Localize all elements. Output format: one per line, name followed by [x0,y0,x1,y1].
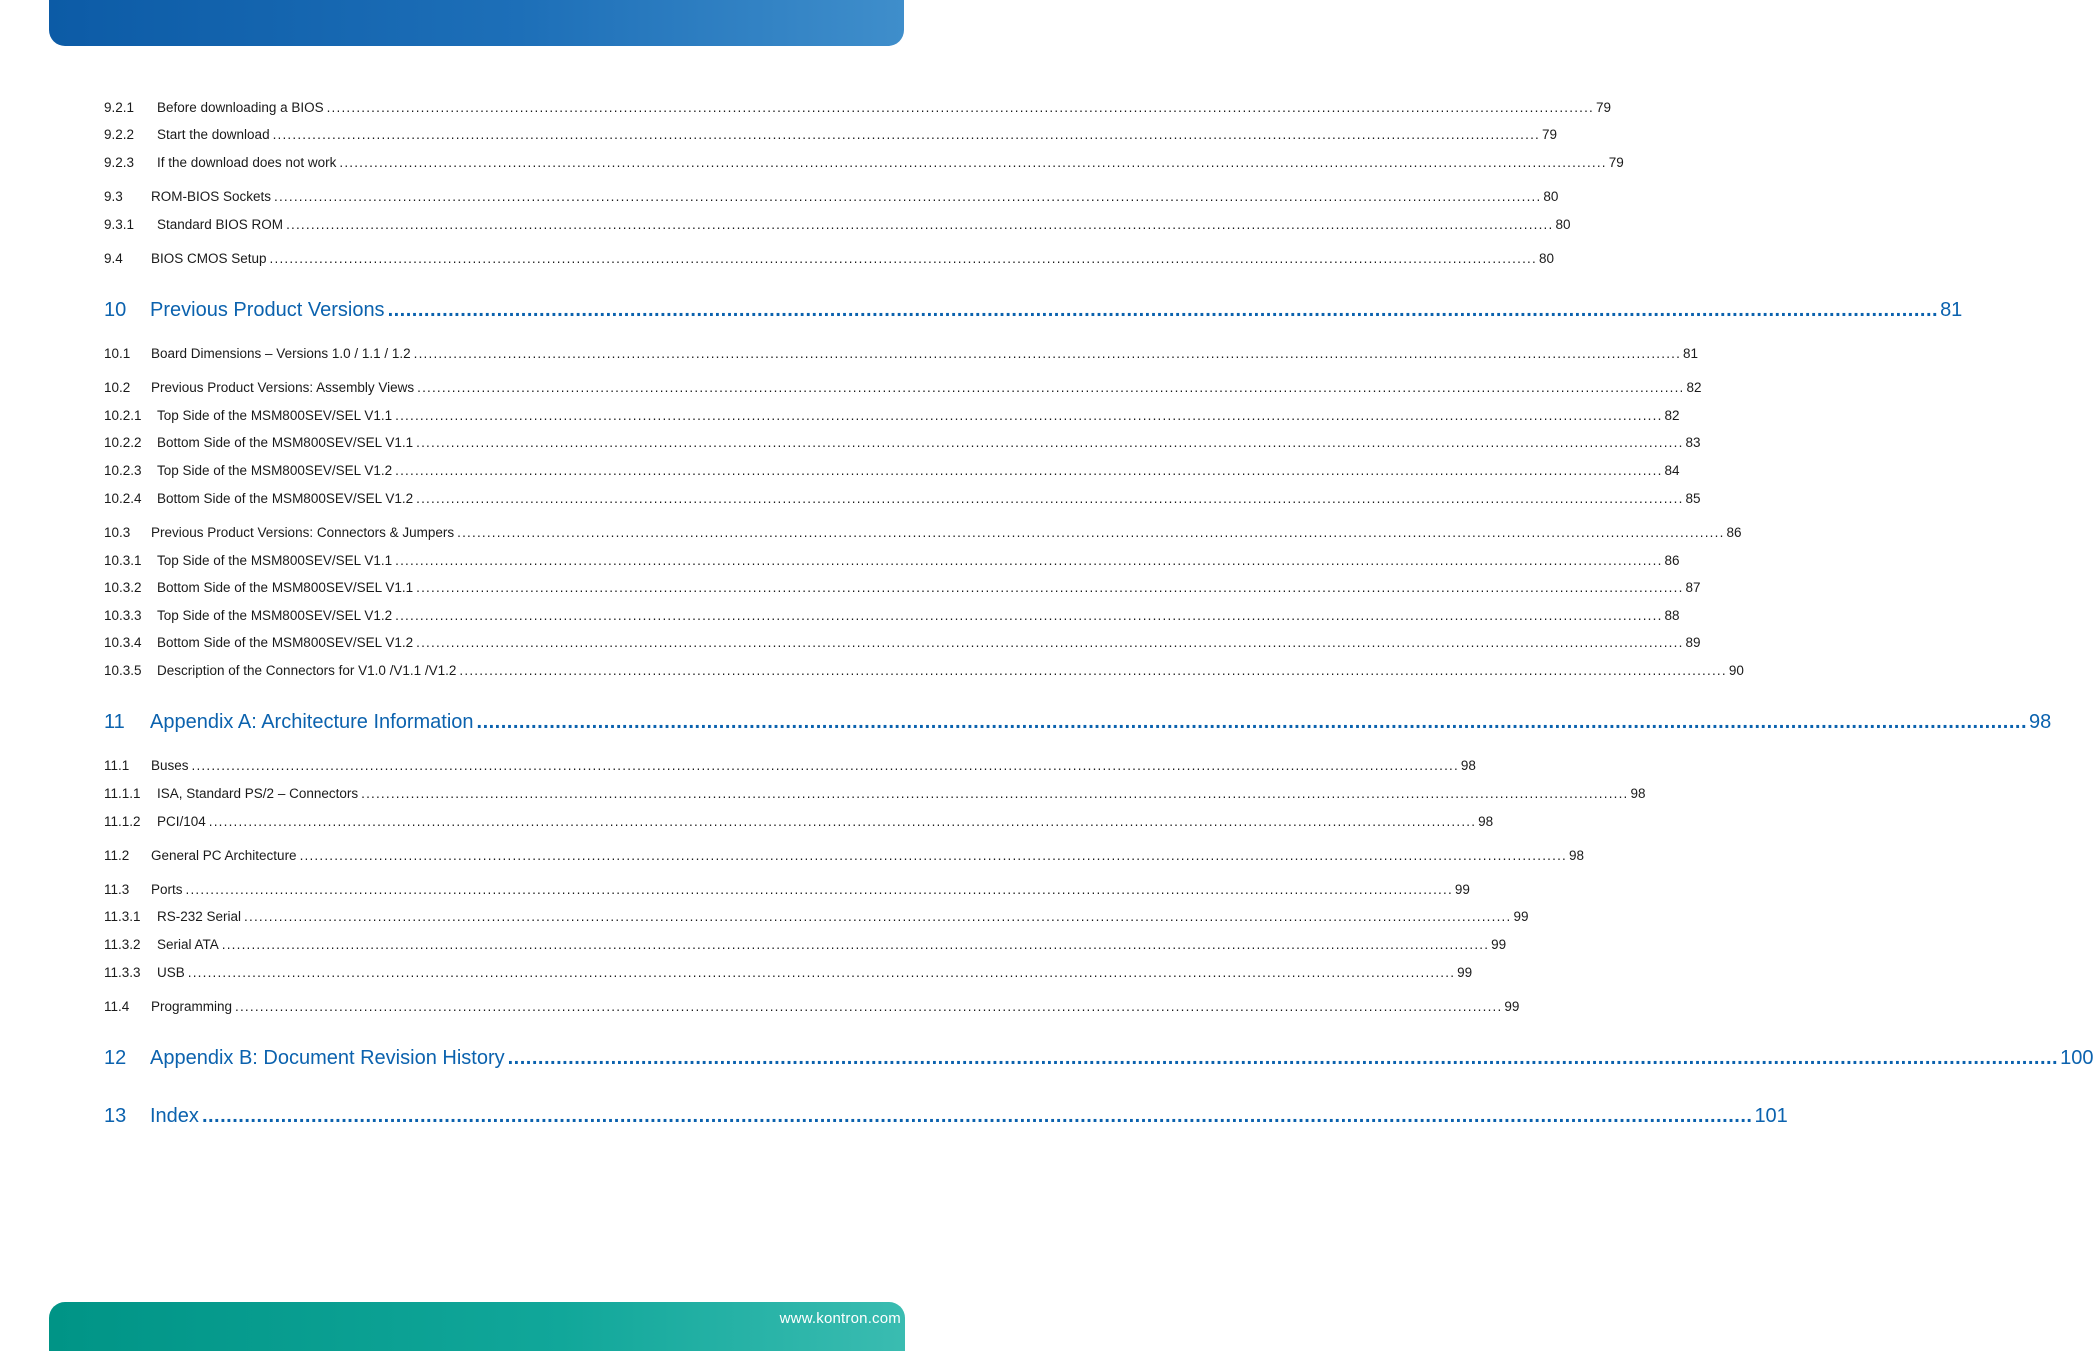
footer-banner [49,1302,905,1351]
toc-leader: ................................................................................................................................................................................................................................................................ [416,491,1684,506]
toc-leader: ................................................................................................................................................................................................................................................................ [326,100,1594,115]
toc-page: 83 [1685,435,1701,450]
toc-entry[interactable] [104,434,1701,452]
toc-number: 10.1 [104,346,131,361]
toc-title: Appendix B: Document Revision History [150,1047,505,1069]
toc-leader: ................................................................................................................................................................................................................................................................ [185,882,1453,897]
toc-page: 89 [1685,635,1701,650]
toc-title: Top Side of the MSM800SEV/SEL V1.1 [157,408,393,423]
toc-leader: ................................................................................................................................................................................................................................................................ [476,711,2028,733]
toc-chapter-entry[interactable] [104,297,1963,323]
toc-title: Bottom Side of the MSM800SEV/SEL V1.1 [157,435,414,450]
toc-title: Top Side of the MSM800SEV/SEL V1.1 [157,553,393,568]
toc-page: 79 [1596,100,1612,115]
toc-leader: ................................................................................................................................................................................................................................................................ [272,127,1540,142]
toc-page: 88 [1664,608,1680,623]
toc-title: Serial ATA [157,937,219,952]
toc-number: 11.4 [104,999,130,1014]
toc-number: 10.2.1 [104,408,142,423]
toc-title: General PC Architecture [151,848,297,863]
toc-page: 98 [1568,848,1584,863]
toc-leader: ................................................................................................................................................................................................................................................................ [274,189,1542,204]
toc-number: 11 [104,711,125,733]
toc-entry[interactable] [104,345,1699,363]
toc-page: 101 [1754,1105,1788,1127]
toc-title: Previous Product Versions: Assembly Views [151,380,415,395]
toc-title: Buses [151,758,189,773]
toc-page: 99 [1513,909,1529,924]
toc-page: 99 [1454,882,1470,897]
toc-title: RS-232 Serial [157,909,242,924]
toc-chapter-entry[interactable] [104,709,2052,735]
toc-leader: ................................................................................................................................................................................................................................................................ [459,663,1727,678]
toc-page: 79 [1541,127,1557,142]
toc-entry[interactable] [104,552,1680,570]
toc-title: ISA, Standard PS/2 – Connectors [157,786,359,801]
toc-page: 82 [1664,408,1680,423]
toc-number: 9.2.3 [104,155,135,170]
toc-number: 10.2 [104,380,131,395]
toc-entry[interactable] [104,662,1744,680]
toc-leader: ................................................................................................................................................................................................................................................................ [416,435,1684,450]
toc-page: 98 [1460,758,1476,773]
toc-page: 85 [1685,491,1701,506]
toc-page: 98 [2029,711,2052,733]
toc-leader: ................................................................................................................................................................................................................................................................ [221,937,1490,952]
toc-page: 98 [1478,814,1494,829]
toc-entry[interactable] [104,785,1646,803]
toc-title: Start the download [157,127,270,142]
toc-number: 11.3 [104,882,130,897]
toc-page: 87 [1685,580,1701,595]
toc-title: Ports [151,882,183,897]
toc-title: Index [150,1105,199,1127]
toc-number: 11.1.1 [104,786,141,801]
toc-leader: ................................................................................................................................................................................................................................................................ [507,1047,2059,1069]
toc-entry[interactable] [104,99,1612,117]
toc-page: 80 [1543,189,1559,204]
toc-page: 98 [1630,786,1646,801]
toc-chapter-entry[interactable] [104,1103,1788,1129]
toc-title: Before downloading a BIOS [157,100,324,115]
toc-entry[interactable] [104,462,1680,480]
toc-title: Board Dimensions – Versions 1.0 / 1.1 / 1.2 [151,346,411,361]
toc-leader: ................................................................................................................................................................................................................................................................ [395,463,1663,478]
toc-entry[interactable] [104,813,1494,831]
toc-leader: ................................................................................................................................................................................................................................................................ [416,635,1684,650]
toc-title: Bottom Side of the MSM800SEV/SEL V1.2 [157,635,414,650]
toc-page: 81 [1683,346,1699,361]
toc-entry[interactable] [104,490,1701,508]
toc-page: 90 [1728,663,1744,678]
toc-title: Appendix A: Architecture Information [150,711,474,733]
toc-entry[interactable] [104,998,1520,1016]
toc-number: 10.3.2 [104,580,142,595]
toc-title: USB [157,965,185,980]
toc-entry[interactable] [104,524,1742,542]
toc-number: 11.3.2 [104,937,141,952]
toc-number: 10.3.1 [104,553,142,568]
toc-entry[interactable] [104,126,1557,144]
toc-number: 10.3.4 [104,635,142,650]
toc-title: Bottom Side of the MSM800SEV/SEL V1.1 [157,580,414,595]
toc-title: Top Side of the MSM800SEV/SEL V1.2 [157,608,393,623]
toc-number: 9.4 [104,251,123,266]
toc-number: 11.1 [104,758,130,773]
toc-leader: ................................................................................................................................................................................................................................................................ [417,380,1685,395]
toc-title: If the download does not work [157,155,337,170]
toc-leader: ................................................................................................................................................................................................................................................................ [244,909,1512,924]
toc-leader: ................................................................................................................................................................................................................................................................ [387,299,1939,321]
toc-title: Previous Product Versions [150,299,385,321]
toc-entry[interactable] [104,579,1701,597]
toc-page: 99 [1491,937,1507,952]
toc-entry[interactable] [104,188,1559,206]
toc-page: 100 [2060,1047,2093,1069]
toc-page: 79 [1608,155,1624,170]
toc-title: BIOS CMOS Setup [151,251,267,266]
toc-title: PCI/104 [157,814,206,829]
toc-page: 99 [1457,965,1473,980]
toc-entry[interactable] [104,379,1702,397]
toc-number: 9.3.1 [104,217,135,232]
toc-page: 82 [1686,380,1702,395]
toc-number: 10.2.2 [104,435,142,450]
toc-title: ROM-BIOS Sockets [151,189,272,204]
toc-leader: ................................................................................................................................................................................................................................................................ [361,786,1629,801]
toc-entry[interactable] [104,908,1529,926]
toc-leader: ................................................................................................................................................................................................................................................................ [208,814,1477,829]
toc-leader: ................................................................................................................................................................................................................................................................ [339,155,1607,170]
toc-entry[interactable] [104,757,1476,775]
toc-entry[interactable] [104,154,1624,172]
toc-leader: ................................................................................................................................................................................................................................................................ [299,848,1567,863]
toc-title: Standard BIOS ROM [157,217,284,232]
footer-url-link[interactable]: www.kontron.com [779,1310,901,1327]
toc-number: 11.2 [104,848,130,863]
toc-title: Programming [151,999,233,1014]
toc-leader: ................................................................................................................................................................................................................................................................ [457,525,1725,540]
toc-number: 10.3.3 [104,608,142,623]
toc-leader: ................................................................................................................................................................................................................................................................ [395,408,1663,423]
toc-entry[interactable] [104,634,1701,652]
toc-entry[interactable] [104,216,1571,234]
toc-page: 99 [1504,999,1520,1014]
toc-title: Previous Product Versions: Connectors & Jumpers [151,525,455,540]
toc-number: 10.2.3 [104,463,142,478]
toc-page: 84 [1664,463,1680,478]
header-banner [49,0,904,46]
toc-page: 80 [1555,217,1571,232]
toc-leader: ................................................................................................................................................................................................................................................................ [269,251,1537,266]
toc-leader: ................................................................................................................................................................................................................................................................ [191,758,1459,773]
toc-entry[interactable] [104,936,1507,954]
toc-entry[interactable] [104,407,1680,425]
toc-chapter-entry[interactable] [104,1045,2093,1071]
toc-title: Top Side of the MSM800SEV/SEL V1.2 [157,463,393,478]
toc-entry[interactable] [104,607,1680,625]
toc-number: 10.3 [104,525,131,540]
toc-page: 86 [1664,553,1680,568]
toc-leader: ................................................................................................................................................................................................................................................................ [395,608,1663,623]
toc-entry[interactable] [104,847,1584,865]
toc-leader: ................................................................................................................................................................................................................................................................ [416,580,1684,595]
toc-number: 13 [104,1105,127,1127]
toc-leader: ................................................................................................................................................................................................................................................................ [235,999,1503,1014]
toc-leader: ................................................................................................................................................................................................................................................................ [413,346,1682,361]
toc-entry[interactable] [104,881,1470,899]
toc-number: 11.1.2 [104,814,141,829]
toc-number: 10 [104,299,127,321]
toc-entry[interactable] [104,964,1473,982]
toc-number: 11.3.1 [104,909,141,924]
toc-number: 9.2.1 [104,100,135,115]
toc-number: 11.3.3 [104,965,141,980]
toc-entry[interactable] [104,250,1554,268]
toc-page: 80 [1538,251,1554,266]
toc-title: Bottom Side of the MSM800SEV/SEL V1.2 [157,491,414,506]
toc-page: 86 [1726,525,1742,540]
toc-leader: ................................................................................................................................................................................................................................................................ [286,217,1554,232]
toc-title: Description of the Connectors for V1.0 /V1.1 /V1.2 [157,663,457,678]
toc-leader: ................................................................................................................................................................................................................................................................ [187,965,1456,980]
toc-number: 10.3.5 [104,663,142,678]
toc-page: 81 [1940,299,1963,321]
toc-leader: ................................................................................................................................................................................................................................................................ [395,553,1663,568]
toc-number: 10.2.4 [104,491,142,506]
toc-number: 9.2.2 [104,127,135,142]
toc-number: 9.3 [104,189,123,204]
toc-leader: ................................................................................................................................................................................................................................................................ [201,1105,1753,1127]
toc-number: 12 [104,1047,127,1069]
